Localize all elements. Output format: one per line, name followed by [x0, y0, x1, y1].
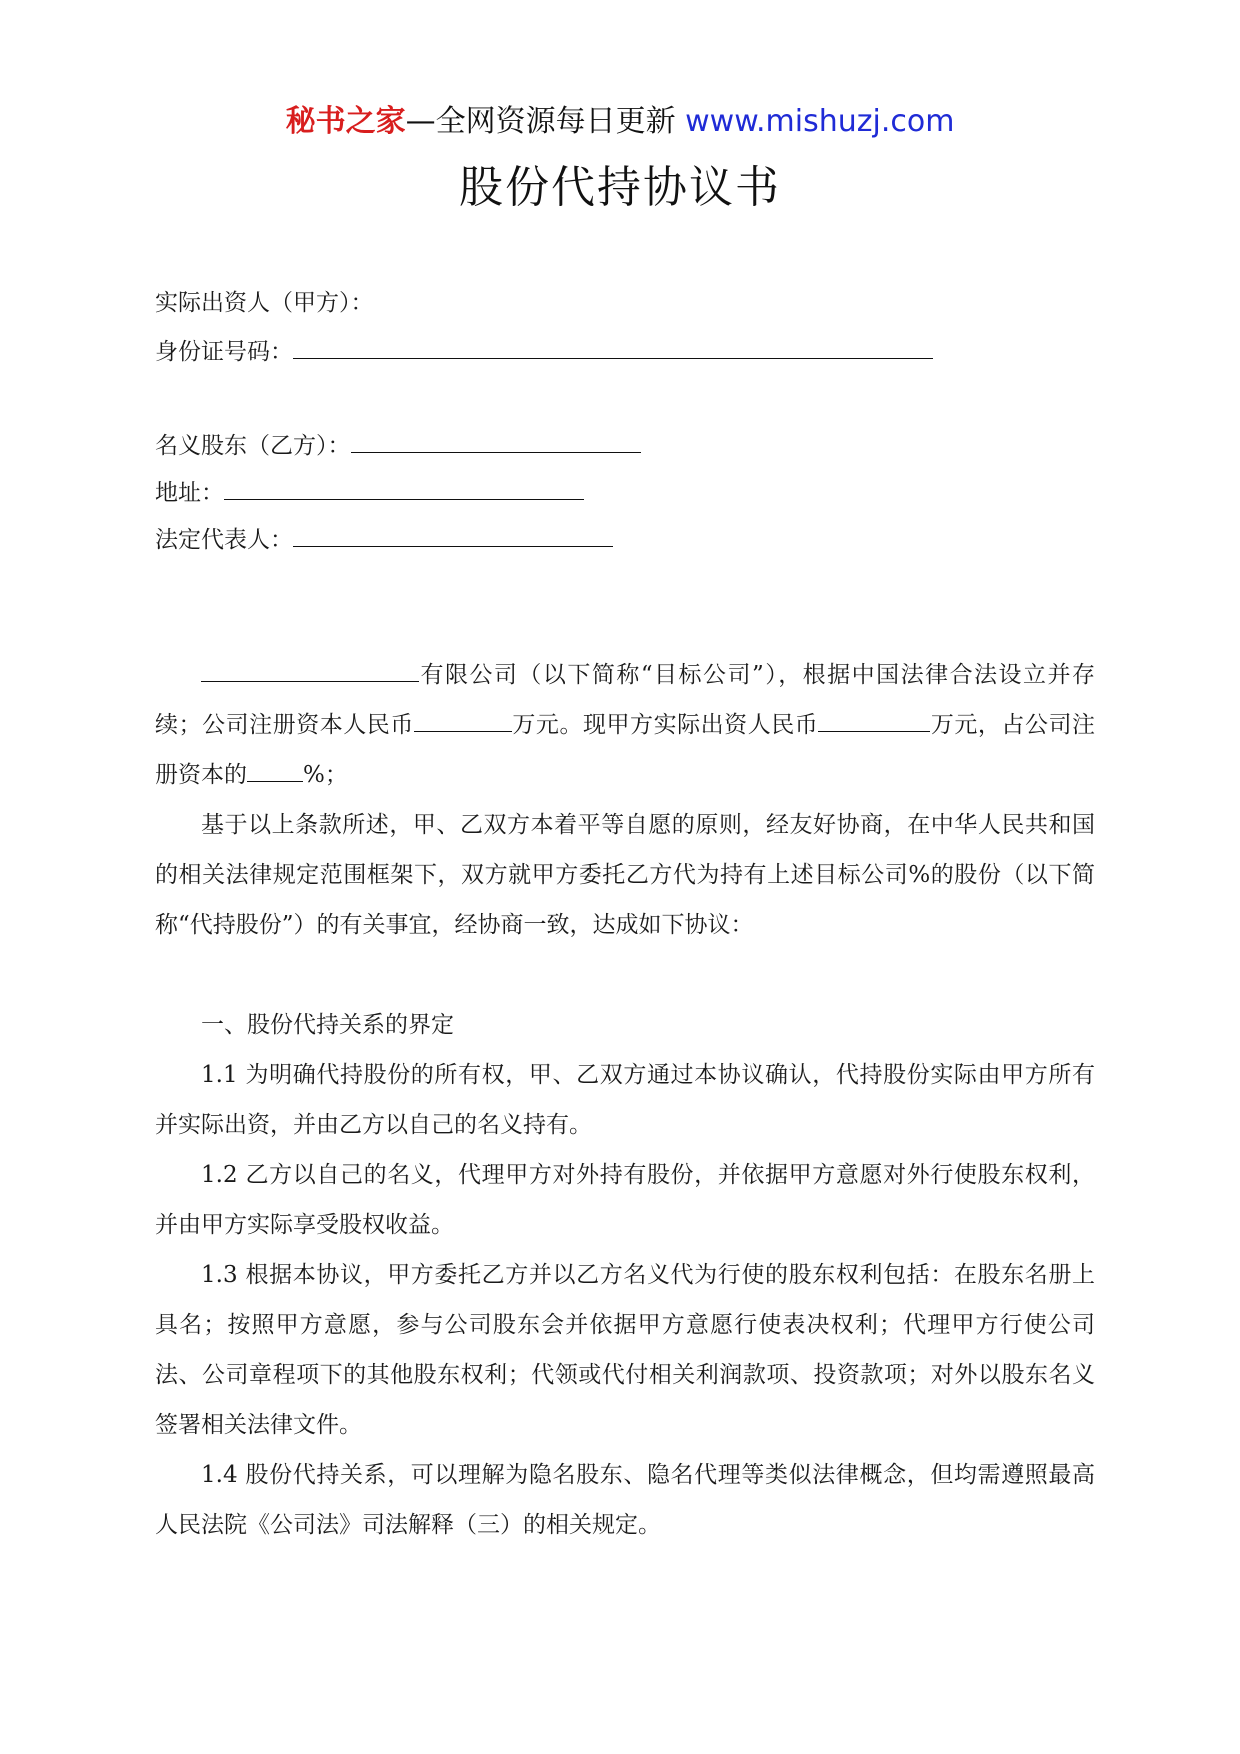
intro-paragraph-1	[155, 650, 1095, 800]
agreement-body	[155, 650, 1095, 1550]
address-blank	[224, 475, 584, 500]
party-a-field	[155, 286, 374, 320]
intro-paragraph-2: 基于以上条款所述，甲、乙双方本着平等自愿的原则，经友好协商，在中华人民共和国的相关法律规定范围框架下，双方就甲方委托乙方代为持有上述目标公司%的股份（以下简称“代持股份”）的有关事宜，经协商一致，达成如下协议：	[155, 812, 1095, 938]
company-name-blank	[201, 659, 419, 682]
clause-1-3: 1.3 根据本协议，甲方委托乙方并以乙方名义代为行使的股东权利包括：在股东名册上具名；按照甲方意愿，参与公司股东会并依据甲方意愿行使表决权利；代理甲方行使公司法、公司章程项下的其他股东权利；代领或代付相关利润款项、投资款项；对外以股东名义签署相关法律文件。	[155, 1262, 1095, 1438]
party-a-label: 实际出资人（甲方）：	[155, 290, 374, 316]
address-label: 地址：	[155, 480, 224, 506]
legal-rep-blank	[293, 522, 613, 547]
party-b-label: 名义股东（乙方）：	[155, 433, 351, 459]
address-field	[155, 475, 584, 510]
section-1-heading: 一、股份代持关系的界定	[201, 1012, 454, 1038]
intro-text-c: 万元，占公司注册资本的	[155, 712, 1095, 788]
banner-brand: 秘书之家	[285, 104, 406, 139]
site-banner	[0, 100, 1240, 144]
intro-text-a: 有限公司（以下简称“目标公司”），根据中国法律合法设立并存续；公司注册资本人民币	[155, 662, 1095, 738]
clause-1-2: 1.2 乙方以自己的名义，代理甲方对外持有股份，并依据甲方意愿对外行使股东权利，并由甲方实际享受股权收益。	[155, 1162, 1095, 1238]
share-percent-blank	[247, 759, 303, 782]
clause-1-1: 1.1 为明确代持股份的所有权，甲、乙双方通过本协议确认，代持股份实际由甲方所有并实际出资，并由乙方以自己的名义持有。	[155, 1062, 1095, 1138]
registered-capital-blank	[414, 709, 512, 732]
investment-amount-blank	[818, 709, 930, 732]
clause-1-4: 1.4 股份代持关系，可以理解为隐名股东、隐名代理等类似法律概念，但均需遵照最高人民法院《公司法》司法解释（三）的相关规定。	[155, 1462, 1095, 1538]
party-b-blank	[351, 428, 641, 453]
intro-text-b: 万元。现甲方实际出资人民币	[511, 712, 819, 738]
legal-rep-label: 法定代表人：	[155, 527, 293, 553]
id-number-blank	[293, 334, 933, 359]
document-title: 股份代持协议书	[459, 162, 781, 213]
banner-slogan: —全网资源每日更新	[405, 104, 676, 139]
legal-rep-field	[155, 522, 613, 557]
banner-url[interactable]: www.mishuzj.com	[685, 104, 955, 139]
id-number-label: 身份证号码：	[155, 339, 293, 365]
intro-text-d: %；	[303, 762, 348, 788]
party-b-field	[155, 428, 641, 463]
id-number-field	[155, 334, 933, 369]
